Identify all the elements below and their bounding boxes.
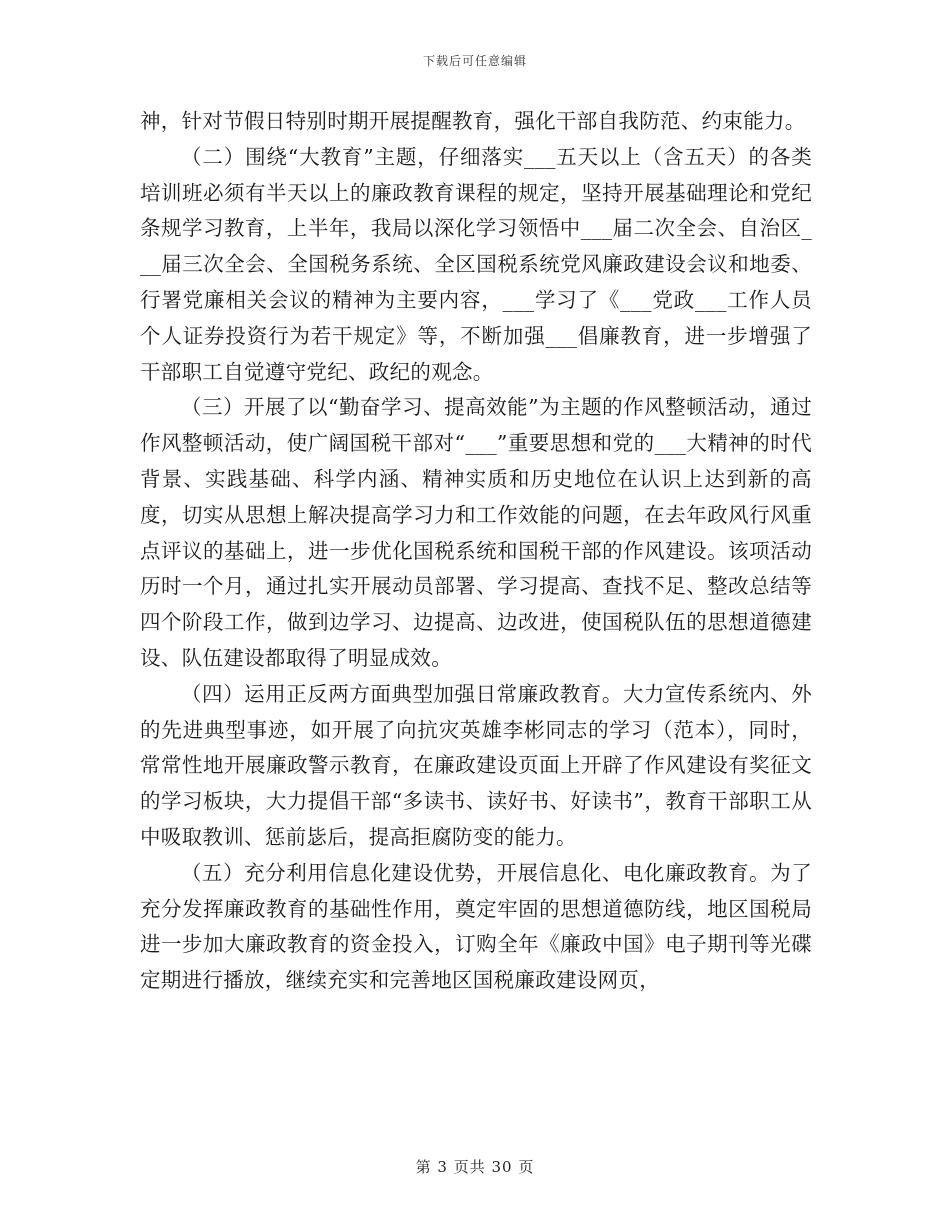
paragraph-continuation: 神，针对节假日特别时期开展提醒教育，强化干部自我防范、约束能力。 [140, 109, 806, 133]
paragraph-section-2: （二）围绕“大教育”主题，仔细落实___五天以上（含五天）的各类培训班必须有半天以上的廉政教育课程的规定，坚持开展基础理论和党纪条规学习教育，上半年，我局以深化学习领悟中___届二次全会、自治区___届三次全会、全国税务系统、全区国税系统党风廉政建设会议和地委、行署党廉相关会议的精神为主要内容，___学习了《___党政___工作人员个人证券投资行为若干规定》等，不断加强___倡廉教育，进一步增强了干部职工自觉遵守党纪、政纪的观念。 [140, 144, 812, 384]
paragraph-section-5: （五）充分利用信息化建设优势，开展信息化、电化廉政教育。为了充分发挥廉政教育的基础性作用，奠定牢固的思想道德防线，地区国税局进一步加大廉政教育的资金投入，订购全年《廉政中国》电子期刊等光碟定期进行播放，继续充实和完善地区国税廉政建设网页， [140, 860, 812, 993]
paragraph-section-3: （三）开展了以“勤奋学习、提高效能”为主题的作风整顿活动，通过作风整顿活动，使广阔国税干部对“___”重要思想和党的___大精神的时代背景、实践基础、科学内涵、精神实质和历史地位在认识上达到新的高度，切实从思想上解决提高学习力和工作效能的问题，在去年政风行风重点评议的基础上，进一步优化国税系统和国税干部的作风建设。该项活动历时一个月，通过扎实开展动员部署、学习提高、查找不足、整改总结等四个阶段工作，做到边学习、边提高、边改进，使国税队伍的思想道德建设、队伍建设都取得了明显成效。 [140, 395, 812, 670]
document-body [140, 104, 812, 999]
page-number: 第 3 页共 30 页 [415, 1158, 535, 1176]
page-header: 下载后可任意编辑 [422, 54, 527, 68]
paragraph-section-4: （四）运用正反两方面典型加强日常廉政教育。大力宣传系统内、外的先进典型事迹，如开展了向抗灾英雄李彬同志的学习（范本），同时，常常性地开展廉政警示教育，在廉政建设页面上开辟了作风建设有奖征文的学习板块，大力提倡干部“多读书、读好书、好读书”，教育干部职工从中吸取教训、惩前毖后，提高拒腐防变的能力。 [140, 681, 812, 849]
